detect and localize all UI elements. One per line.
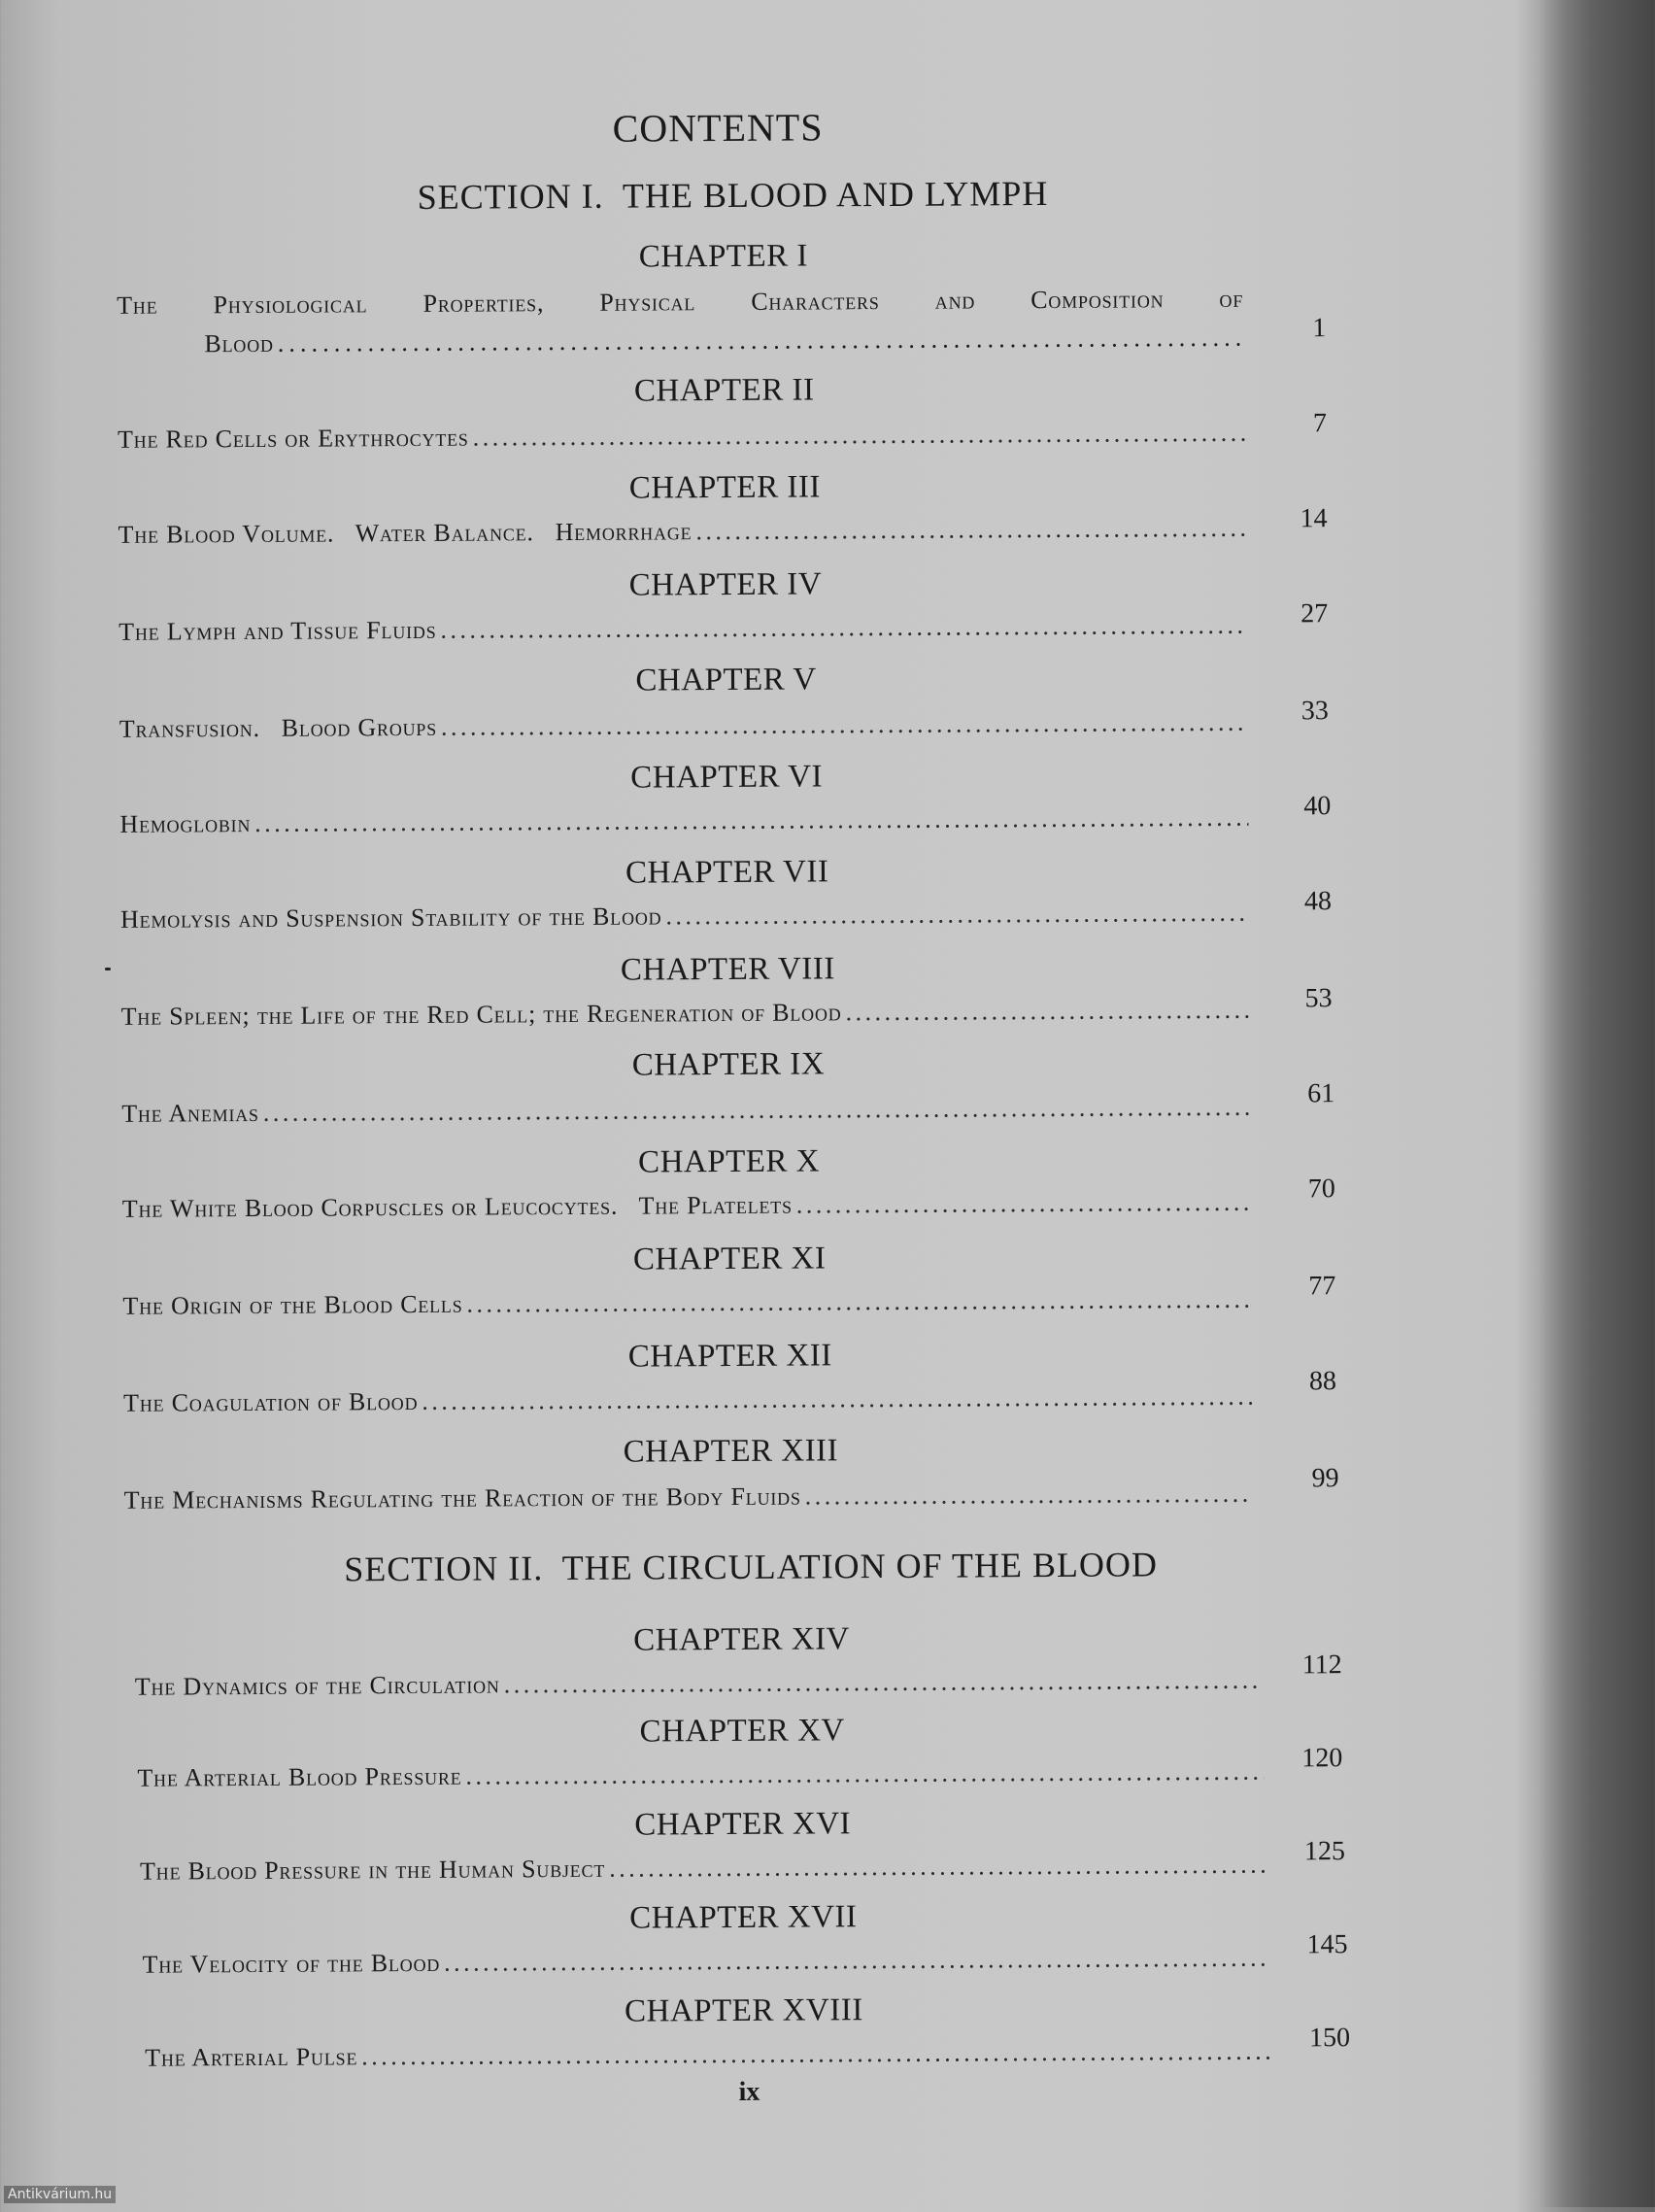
- toc-entry-title: The Dynamics of the Circulation: [134, 1670, 500, 1701]
- dot-leader: [695, 514, 1246, 546]
- chapter-heading: CHAPTER II: [633, 372, 815, 409]
- toc-page-number: 53: [1304, 983, 1333, 1014]
- title-word: The: [117, 290, 158, 320]
- toc-entry[interactable]: [118, 419, 1246, 455]
- dot-leader: [466, 1285, 1251, 1319]
- section-2-title: SECTION II. THE CIRCULATION OF THE BLOOD: [344, 1545, 1159, 1589]
- toc-entry-title: The Mechanisms Regulating the Reaction of the Body Fluids: [123, 1481, 801, 1514]
- page-folio: ix: [738, 2076, 760, 2107]
- title-word: Physiological: [213, 289, 368, 320]
- toc-entry-title: The Lymph and Tissue Fluids: [118, 615, 437, 646]
- dot-leader: [441, 708, 1248, 742]
- toc-entry-title: The Arterial Pulse: [145, 2042, 358, 2072]
- chapter-heading: CHAPTER XVIII: [624, 1992, 863, 2029]
- toc-entry-title: The Blood Volume. Water Balance. Hemorrhage: [118, 517, 692, 549]
- toc-entry[interactable]: [123, 1382, 1252, 1418]
- toc-entry-title: The Red Cells or Erythrocytes: [117, 423, 469, 454]
- chapter-heading: CHAPTER XIV: [633, 1621, 851, 1658]
- toc-entry[interactable]: [120, 899, 1249, 935]
- toc-entry[interactable]: [122, 1188, 1251, 1224]
- toc-entry-title: Hemoglobin: [119, 808, 252, 838]
- toc-entry[interactable]: [143, 1944, 1269, 1980]
- toc-page-number: 27: [1300, 598, 1329, 630]
- dot-leader: [504, 1666, 1262, 1700]
- toc-page-number: 150: [1309, 2023, 1351, 2054]
- toc-entry[interactable]: [119, 708, 1248, 744]
- chapter-heading: CHAPTER I: [638, 238, 809, 275]
- toc-entry-title: Transfusion. Blood Groups: [118, 712, 438, 743]
- toc-entry[interactable]: [118, 611, 1247, 647]
- toc-entry-title: The Spleen; the Life of the Red Cell; the Regeneration of Blood: [120, 998, 842, 1031]
- toc-page-number: 40: [1303, 791, 1332, 822]
- chapter-heading: CHAPTER IX: [631, 1046, 826, 1083]
- chapter-heading: CHAPTER V: [635, 662, 817, 698]
- toc-page-number: 70: [1307, 1174, 1335, 1205]
- toc-page-number: 120: [1301, 1743, 1343, 1774]
- dot-leader: [422, 1382, 1252, 1416]
- toc-page-number: 7: [1312, 408, 1328, 439]
- toc-entry[interactable]: [140, 1851, 1267, 1887]
- toc-entry[interactable]: [121, 1093, 1250, 1129]
- chapter-heading: CHAPTER XIII: [623, 1433, 839, 1470]
- dot-leader: [263, 1093, 1251, 1128]
- watermark: Antikvárium.hu: [4, 2186, 116, 2203]
- toc-page-number: 61: [1307, 1078, 1335, 1109]
- toc-entry[interactable]: [118, 514, 1247, 550]
- toc-page-number: 33: [1300, 696, 1329, 727]
- toc-page-number: 125: [1303, 1836, 1346, 1867]
- toc-entry[interactable]: [124, 1480, 1253, 1515]
- title-word: Characters: [751, 287, 880, 316]
- toc-entry-title: The White Blood Corpuscles or Leucocytes. The Platelets: [121, 1190, 793, 1223]
- chapter-heading: CHAPTER XVII: [629, 1899, 858, 1936]
- chapter-heading: CHAPTER III: [628, 469, 821, 506]
- toc-entry[interactable]: [119, 803, 1248, 839]
- dot-leader: [465, 1757, 1264, 1791]
- toc-entry-title-line: [117, 285, 1243, 321]
- dot-leader: [278, 323, 1246, 358]
- dot-leader: [609, 1851, 1267, 1884]
- toc-entry-title: The Anemias: [121, 1098, 259, 1128]
- toc-entry-title: Blood: [204, 328, 274, 358]
- page-title: CONTENTS: [612, 105, 824, 151]
- toc-page-number: 48: [1303, 886, 1333, 917]
- toc-entry[interactable]: [137, 1757, 1264, 1793]
- toc-entry-title: The Velocity of the Blood: [142, 1948, 441, 1979]
- toc-entry[interactable]: [121, 996, 1250, 1032]
- chapter-heading: CHAPTER XV: [639, 1713, 845, 1750]
- title-word: Physical: [599, 288, 696, 317]
- toc-page-number: 1: [1312, 313, 1327, 344]
- chapter-heading: CHAPTER XII: [627, 1338, 832, 1375]
- toc-entry-title: The Origin of the Blood Cells: [122, 1289, 463, 1320]
- toc-page-number: 145: [1306, 1929, 1348, 1960]
- toc-entry-title: The Arterial Blood Pressure: [137, 1761, 462, 1792]
- title-word: and: [934, 286, 976, 315]
- toc-page-number: 99: [1311, 1463, 1339, 1494]
- chapter-heading: CHAPTER VI: [630, 759, 824, 796]
- section-1-title: SECTION I. THE BLOOD AND LYMPH: [417, 173, 1049, 217]
- dot-leader: [665, 899, 1249, 932]
- toc-entry-title: The Coagulation of Blood: [123, 1386, 419, 1417]
- toc-entry[interactable]: [122, 1285, 1251, 1321]
- toc-page-number: 112: [1301, 1650, 1342, 1681]
- toc-page-number: 77: [1308, 1271, 1336, 1302]
- print-speck: [105, 968, 111, 970]
- toc-entry[interactable]: [204, 323, 1245, 359]
- title-word: Properties,: [422, 289, 545, 318]
- toc-page-number: 14: [1300, 503, 1328, 534]
- toc-entry[interactable]: [135, 1666, 1262, 1702]
- dot-leader: [473, 419, 1247, 453]
- chapter-heading: CHAPTER XVI: [634, 1806, 852, 1843]
- title-word: of: [1219, 284, 1244, 313]
- toc-entry[interactable]: [145, 2037, 1271, 2073]
- dot-leader: [845, 996, 1249, 1028]
- chapter-heading: CHAPTER VIII: [620, 951, 835, 988]
- toc-entry-title: The Blood Pressure in the Human Subject: [139, 1854, 606, 1886]
- toc-entry-title: Hemolysis and Suspension Stability of the Blood: [119, 902, 662, 934]
- title-word: Composition: [1030, 285, 1165, 315]
- toc-page-number: 88: [1308, 1366, 1337, 1397]
- dot-leader: [361, 2037, 1271, 2072]
- dot-leader: [805, 1480, 1253, 1512]
- dot-leader: [254, 803, 1248, 838]
- chapter-heading: CHAPTER XI: [632, 1241, 827, 1277]
- dot-leader: [444, 1944, 1269, 1978]
- chapter-heading: CHAPTER IV: [628, 566, 823, 603]
- dot-leader: [796, 1188, 1251, 1220]
- chapter-heading: CHAPTER VII: [625, 854, 829, 891]
- chapter-heading: CHAPTER X: [638, 1143, 821, 1180]
- dot-leader: [440, 611, 1247, 645]
